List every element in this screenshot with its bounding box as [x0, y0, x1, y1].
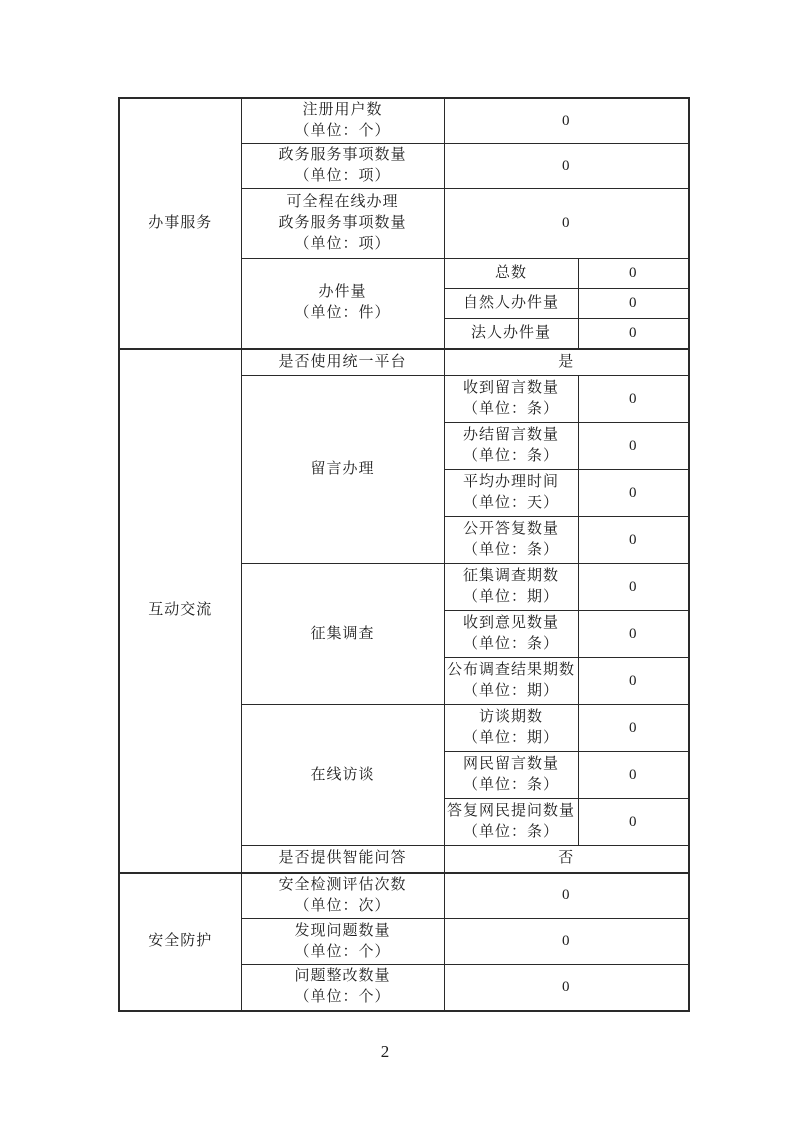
metric-value: 0: [562, 215, 571, 231]
group-cell-interaction: [119, 349, 241, 873]
submetric-value: 0: [629, 484, 638, 501]
submetric-unit: （单位：条）: [462, 824, 559, 840]
metric-label-cell: [241, 98, 444, 144]
metric-label: 是否使用统一平台: [278, 353, 407, 370]
submetric-value: 0: [629, 390, 638, 407]
submetric-value-cell: [578, 289, 689, 319]
submetric-label-cell: [444, 611, 578, 658]
submetric-value-cell: [578, 658, 689, 705]
metric-label: 注册用户数: [302, 102, 383, 118]
submetric-value: 0: [629, 437, 638, 454]
submetric-value-cell: [578, 259, 689, 289]
metric-value: 0: [562, 112, 571, 129]
metric-label: 发现问题数量: [294, 922, 391, 939]
metric-label-cell: [241, 349, 444, 376]
metric-label: 征集调查: [310, 625, 375, 642]
metric-value: 否: [558, 850, 575, 867]
metric-label: 在线访谈: [310, 766, 375, 783]
submetric-label-cell: [444, 564, 578, 611]
metric-unit: （单位：个）: [294, 989, 391, 1006]
submetric-value-cell: [578, 470, 689, 517]
table-row: [119, 873, 689, 919]
submetric-unit: （单位：条）: [462, 542, 559, 558]
submetric-label-cell: [444, 423, 578, 470]
submetric-value: 0: [629, 672, 638, 689]
submetric-label-cell: [444, 319, 578, 349]
submetric-label-cell: [444, 752, 578, 799]
submetric-label: 自然人办件量: [462, 295, 559, 311]
group-label: 办事服务: [148, 214, 213, 231]
submetric-value-cell: [578, 752, 689, 799]
metric-label: 安全检测评估次数: [278, 876, 407, 893]
metric-label-cell: [241, 919, 444, 965]
submetric-value: 0: [629, 324, 638, 341]
submetric-label-cell: [444, 289, 578, 319]
metric-label: 办件量: [318, 284, 367, 301]
metric-label: 是否提供智能问答: [278, 850, 407, 867]
metric-label-line2: 政务服务事项数量: [278, 215, 407, 231]
submetric-label: 公布调查结果期数: [446, 662, 575, 678]
metric-label: 问题整改数量: [294, 968, 391, 985]
page-number: 2: [380, 1042, 390, 1061]
submetric-value: 0: [629, 531, 638, 548]
metric-value-cell: [444, 98, 689, 144]
metric-label-cell: [241, 965, 444, 1011]
table-row: [119, 98, 689, 144]
group-label: 安全防护: [148, 933, 213, 949]
submetric-label-cell: [444, 658, 578, 705]
submetric-value-cell: [578, 611, 689, 658]
metric-label-cell: [241, 705, 444, 846]
metric-label-cell: [241, 189, 444, 259]
submetric-unit: （单位：期）: [462, 683, 559, 699]
submetric-value: 0: [629, 813, 638, 830]
submetric-unit: （单位：条）: [462, 777, 559, 793]
table-row: [119, 349, 689, 376]
metric-label: 可全程在线办理: [286, 194, 399, 210]
submetric-label: 收到意见数量: [462, 615, 559, 631]
metric-value-cell: [444, 846, 689, 873]
metric-value-cell: [444, 349, 689, 376]
submetric-value-cell: [578, 705, 689, 752]
submetric-label: 办结留言数量: [462, 427, 559, 443]
metric-label: 政务服务事项数量: [278, 147, 407, 163]
submetric-label-cell: [444, 470, 578, 517]
metric-unit: （单位：项）: [294, 236, 391, 252]
submetric-label-cell: [444, 799, 578, 846]
metric-unit: （单位：个）: [294, 123, 391, 139]
metric-label-cell: [241, 564, 444, 705]
metric-value-cell: [444, 189, 689, 259]
group-cell-service: [119, 98, 241, 349]
submetric-unit: （单位：条）: [462, 401, 559, 417]
submetric-label-cell: [444, 517, 578, 564]
submetric-value-cell: [578, 423, 689, 470]
submetric-label-cell: [444, 376, 578, 423]
submetric-unit: （单位：条）: [462, 448, 559, 464]
submetric-label: 收到留言数量: [462, 380, 559, 396]
submetric-value: 0: [629, 719, 638, 736]
metric-label-cell: [241, 259, 444, 349]
submetric-label: 法人办件量: [470, 324, 551, 341]
submetric-value: 0: [629, 625, 638, 642]
metric-value: 0: [562, 978, 571, 995]
metric-unit: （单位：次）: [294, 897, 391, 914]
metric-value-cell: [444, 919, 689, 965]
submetric-label: 征集调查期数: [462, 568, 559, 584]
metric-label-cell: [241, 846, 444, 873]
metric-value: 0: [562, 933, 571, 949]
metric-label-cell: [241, 376, 444, 564]
metric-label-cell: [241, 144, 444, 189]
submetric-value: 0: [629, 766, 638, 783]
metric-value-cell: [444, 965, 689, 1011]
submetric-label: 访谈期数: [478, 709, 543, 725]
submetric-unit: （单位：天）: [462, 495, 559, 511]
group-label: 互动交流: [148, 602, 213, 618]
submetric-unit: （单位：条）: [462, 636, 559, 652]
metric-value: 是: [558, 353, 575, 370]
submetric-value-cell: [578, 564, 689, 611]
submetric-label-cell: [444, 259, 578, 289]
submetric-label: 网民留言数量: [462, 756, 559, 772]
submetric-value: 0: [629, 295, 638, 311]
metric-value: 0: [562, 157, 571, 174]
metric-unit: （单位：件）: [294, 305, 391, 322]
submetric-value: 0: [629, 265, 638, 281]
submetric-value: 0: [629, 578, 638, 595]
submetric-label-cell: [444, 705, 578, 752]
submetric-label: 平均办理时间: [462, 474, 559, 490]
metric-value-cell: [444, 873, 689, 919]
metric-unit: （单位：个）: [294, 943, 391, 960]
submetric-unit: （单位：期）: [462, 730, 559, 746]
report-table: [118, 97, 690, 1012]
metric-label: 留言办理: [310, 461, 375, 477]
submetric-value-cell: [578, 799, 689, 846]
submetric-label: 总数: [494, 265, 527, 281]
metric-value: 0: [562, 887, 571, 904]
metric-unit: （单位：项）: [294, 168, 391, 184]
submetric-label: 答复网民提问数量: [446, 803, 575, 819]
submetric-value-cell: [578, 376, 689, 423]
submetric-label: 公开答复数量: [462, 521, 559, 537]
metric-label-cell: [241, 873, 444, 919]
metric-value-cell: [444, 144, 689, 189]
group-cell-security: [119, 873, 241, 1011]
submetric-value-cell: [578, 517, 689, 564]
submetric-unit: （单位：期）: [462, 589, 559, 605]
submetric-value-cell: [578, 319, 689, 349]
